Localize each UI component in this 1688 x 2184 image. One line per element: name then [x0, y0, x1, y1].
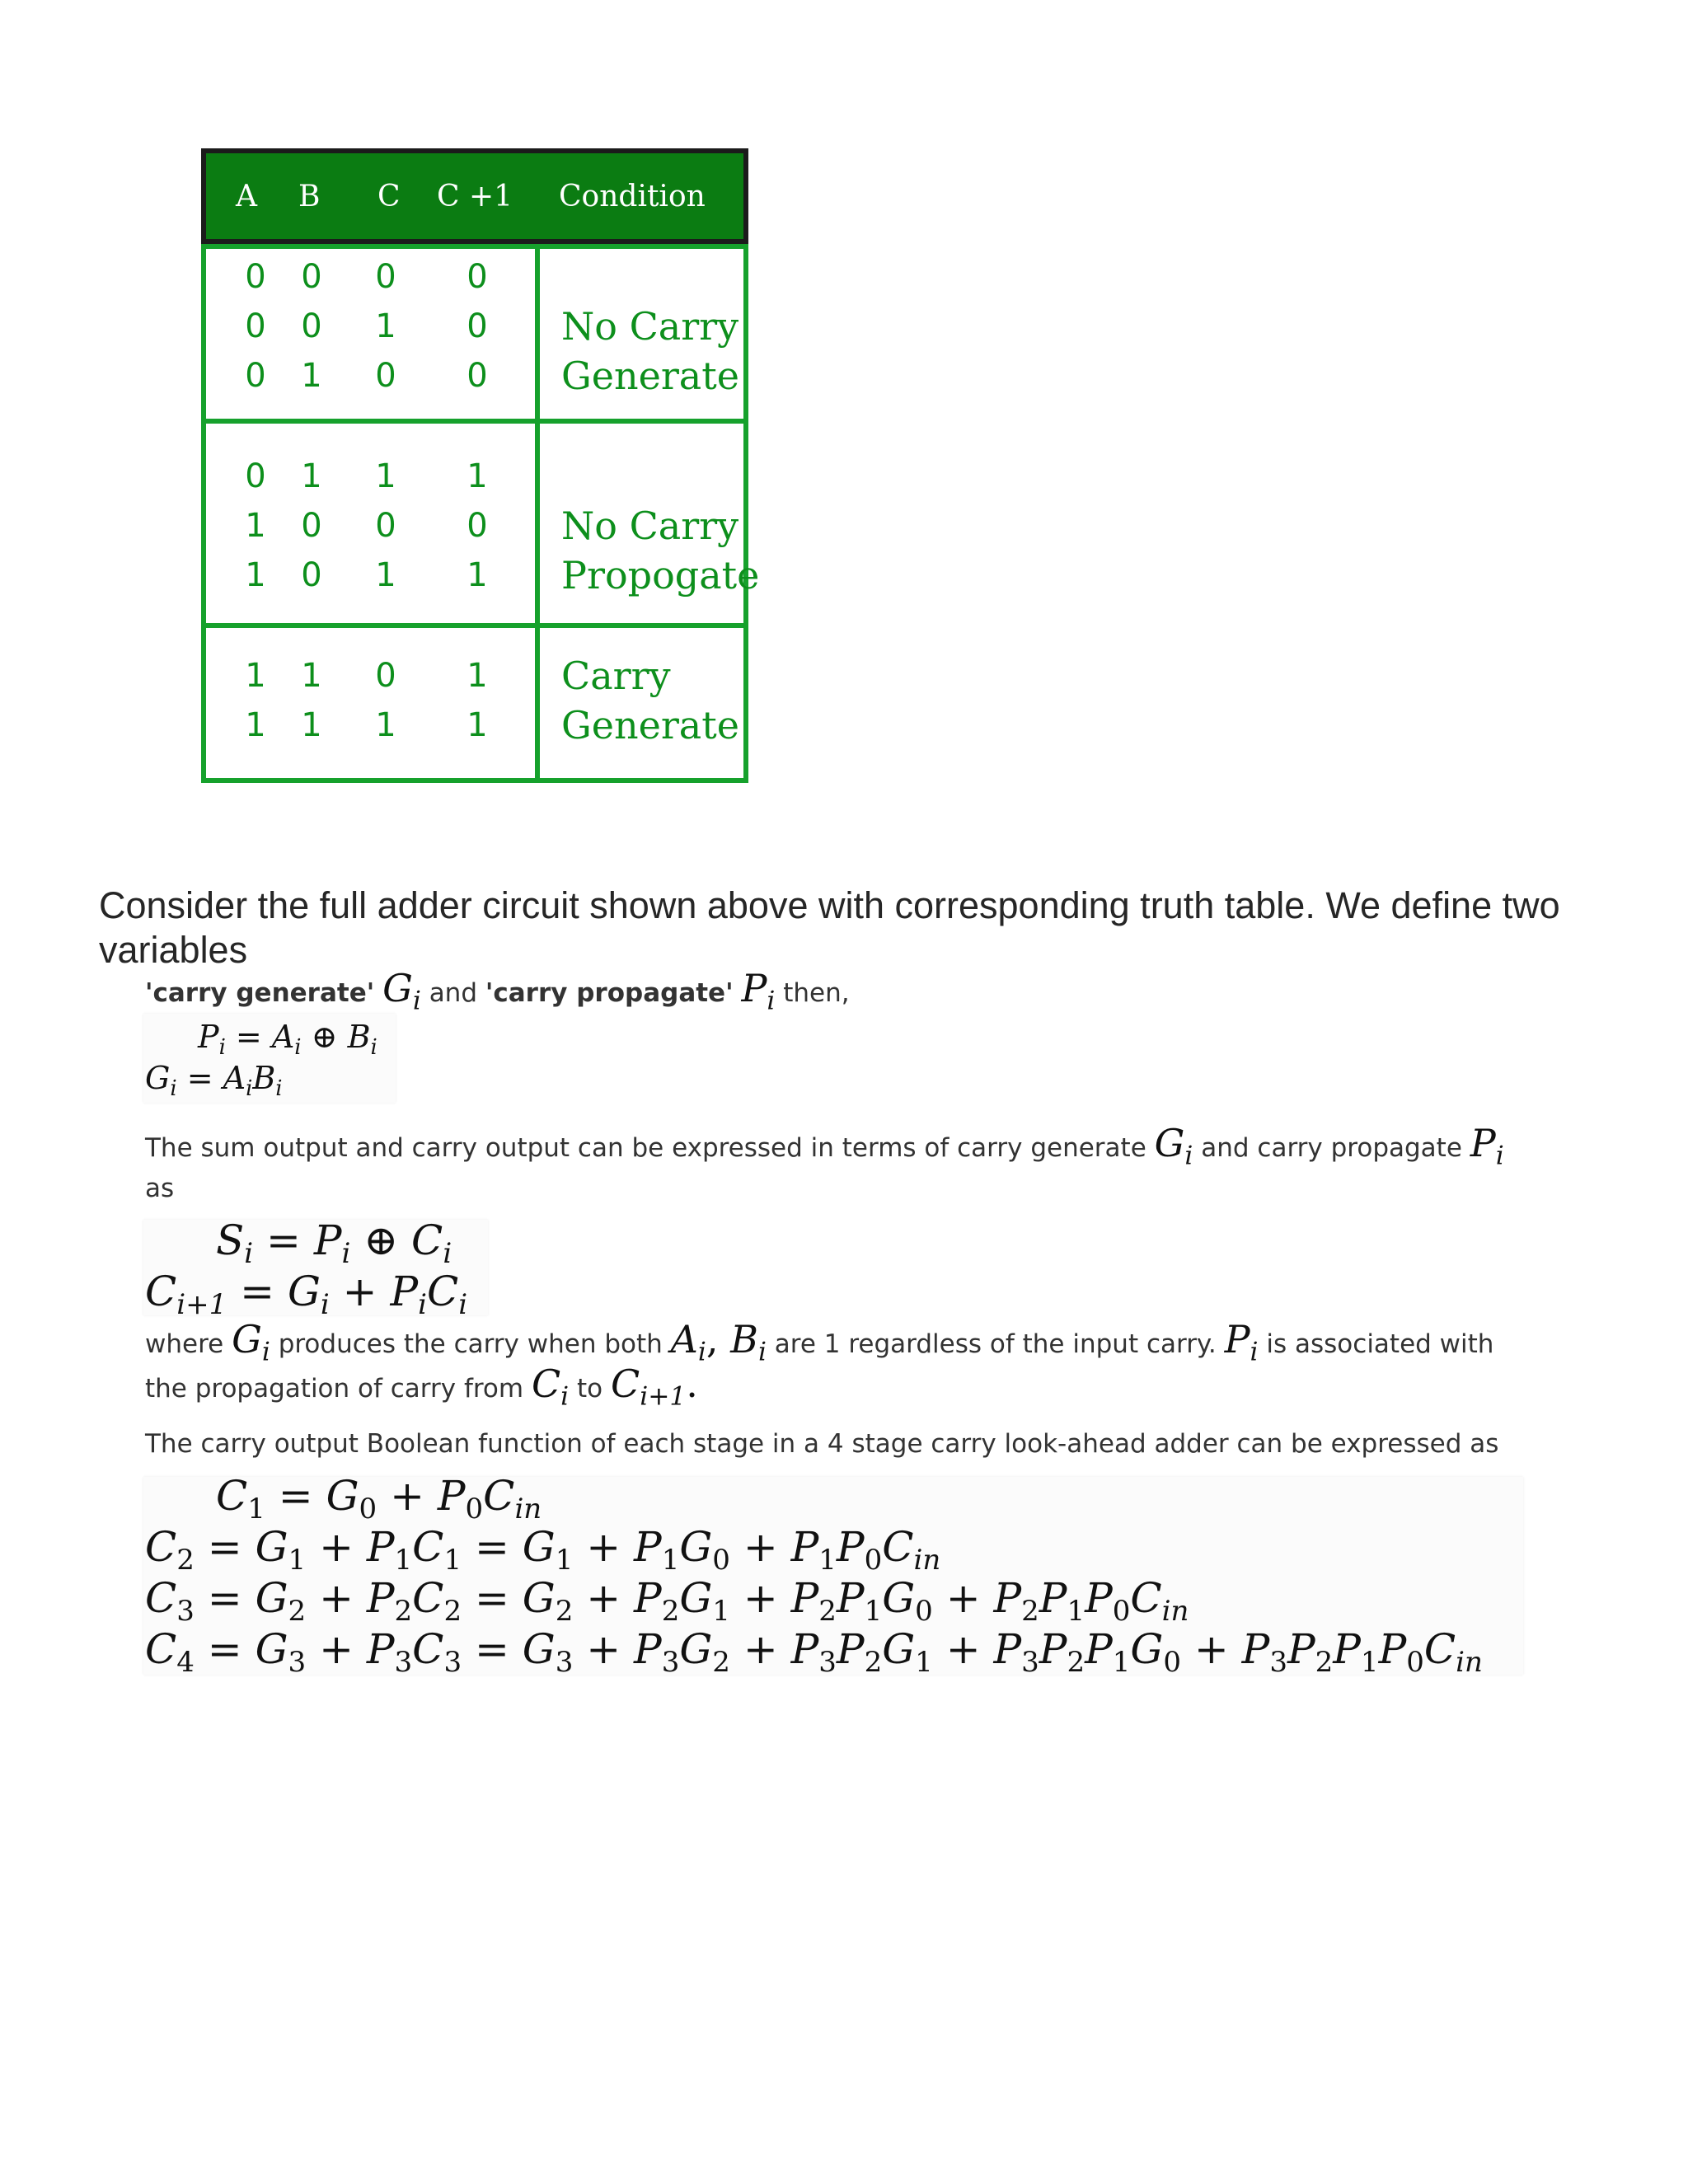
math-c-i: $C_i$: [531, 1361, 570, 1412]
where-line-2: [145, 1361, 698, 1411]
condition-label: No Carry: [561, 304, 739, 349]
math-p-i: $P_i$: [1470, 1121, 1504, 1171]
header-a: A: [236, 180, 257, 213]
cell: 0: [301, 307, 322, 345]
equation-c-i-plus-1: $C_{i+1} = G_i + P_iC_i$: [145, 1268, 468, 1322]
math-p-i: $P_i$: [741, 966, 776, 1016]
cell: 0: [301, 556, 322, 594]
definition-line: [145, 966, 850, 1015]
sum-output-as: as: [145, 1174, 175, 1203]
cell: 1: [375, 556, 396, 594]
where-line-1: [145, 1317, 1493, 1366]
truth-table: [201, 148, 760, 783]
carry-output-text: The carry output Boolean function of each stage in a 4 stage carry look-ahead adder can be expressed as: [145, 1429, 1499, 1459]
cell: 1: [467, 706, 488, 744]
cell: 1: [301, 357, 322, 395]
cell: 1: [301, 657, 322, 695]
where-text: the propagation of carry from: [145, 1374, 524, 1404]
header-b: B: [298, 180, 321, 213]
cell: 0: [375, 258, 396, 296]
cell: 0: [375, 507, 396, 545]
header-c: C: [377, 180, 401, 213]
condition-label: No Carry: [561, 504, 739, 548]
math-g-i: $G_i$: [232, 1317, 270, 1367]
cell: 0: [245, 457, 266, 495]
carry-propagate-term: 'carry propagate': [485, 978, 734, 1008]
equation-c1: $C_1 = G_0 + P_0C_{in}$: [216, 1472, 542, 1526]
carry-generate-term: 'carry generate': [145, 978, 375, 1008]
condition-label: Generate: [561, 703, 739, 748]
cell: 0: [467, 357, 488, 395]
math-g-i: $G_i$: [382, 966, 421, 1016]
and-word: and: [429, 978, 478, 1008]
cell: 0: [467, 307, 488, 345]
cell: 1: [375, 706, 396, 744]
sum-output-text: The sum output and carry output can be expressed in terms of carry generate: [145, 1133, 1146, 1163]
equation-p-i: $P_i = A_i$ ⊕ $B_i$: [198, 1019, 377, 1060]
header-c-plus-1: C +1: [437, 180, 513, 213]
where-text: produces the carry when both: [278, 1329, 663, 1359]
cell: 1: [375, 457, 396, 495]
column-divider: [535, 244, 540, 783]
group-divider: [201, 419, 748, 424]
cell: 1: [375, 307, 396, 345]
cell: 0: [301, 507, 322, 545]
equation-c4: $C_4 = G_3 + P_3C_3 = G_3 + P_3G_2 + P_3P_2G_1 + P_3P_2P_1G_0 + P_3P_2P_1P_0C_{in}$: [145, 1625, 1483, 1680]
where-text: is associated with: [1266, 1329, 1494, 1359]
cell: 0: [301, 258, 322, 296]
cell: 1: [301, 457, 322, 495]
math-p-i: $P_i$: [1224, 1317, 1259, 1367]
equation-s-i: $S_i = P_i$ ⊕ $C_i$: [216, 1216, 452, 1271]
math-g-i: $G_i$: [1154, 1121, 1193, 1171]
intro-paragraph: Consider the full adder circuit shown above with corresponding truth table. We define two variables: [99, 884, 1560, 971]
cell: 1: [245, 556, 266, 594]
cell: 0: [467, 258, 488, 296]
math-c-i-plus-1: $C_{i+1}$.: [611, 1361, 698, 1412]
where-text: to: [577, 1374, 603, 1404]
header-condition: Condition: [559, 180, 706, 213]
where-text: are 1 regardless of the input carry.: [774, 1329, 1217, 1359]
equation-c2: $C_2 = G_1 + P_1C_1 = G_1 + P_1G_0 + P_1P_0C_{in}$: [145, 1523, 941, 1577]
group-divider: [201, 623, 748, 628]
cell: 1: [467, 457, 488, 495]
cell: 1: [467, 556, 488, 594]
condition-label: Generate: [561, 354, 739, 398]
cell: 1: [245, 507, 266, 545]
equation-g-i: $G_i = A_iB_i$: [145, 1060, 283, 1101]
where-text: where: [145, 1329, 224, 1359]
cell: 0: [245, 307, 266, 345]
cell: 1: [245, 706, 266, 744]
equation-c3: $C_3 = G_2 + P_2C_2 = G_2 + P_2G_1 + P_2P_1G_0 + P_2P_1P_0C_{in}$: [145, 1574, 1189, 1629]
sum-output-and: and carry propagate: [1201, 1133, 1462, 1163]
cell: 0: [467, 507, 488, 545]
truth-table-header: [201, 148, 748, 244]
sum-output-line: [145, 1121, 1504, 1170]
condition-label: Carry: [561, 654, 671, 698]
condition-label: Propogate: [561, 553, 760, 598]
cell: 0: [375, 657, 396, 695]
cell: 1: [245, 657, 266, 695]
cell: 0: [245, 357, 266, 395]
cell: 1: [301, 706, 322, 744]
then-word: then,: [783, 978, 850, 1008]
cell: 0: [375, 357, 396, 395]
cell: 1: [467, 657, 488, 695]
math-a-i-b-i: $A_i$, $B_i$: [670, 1317, 767, 1367]
cell: 0: [245, 258, 266, 296]
